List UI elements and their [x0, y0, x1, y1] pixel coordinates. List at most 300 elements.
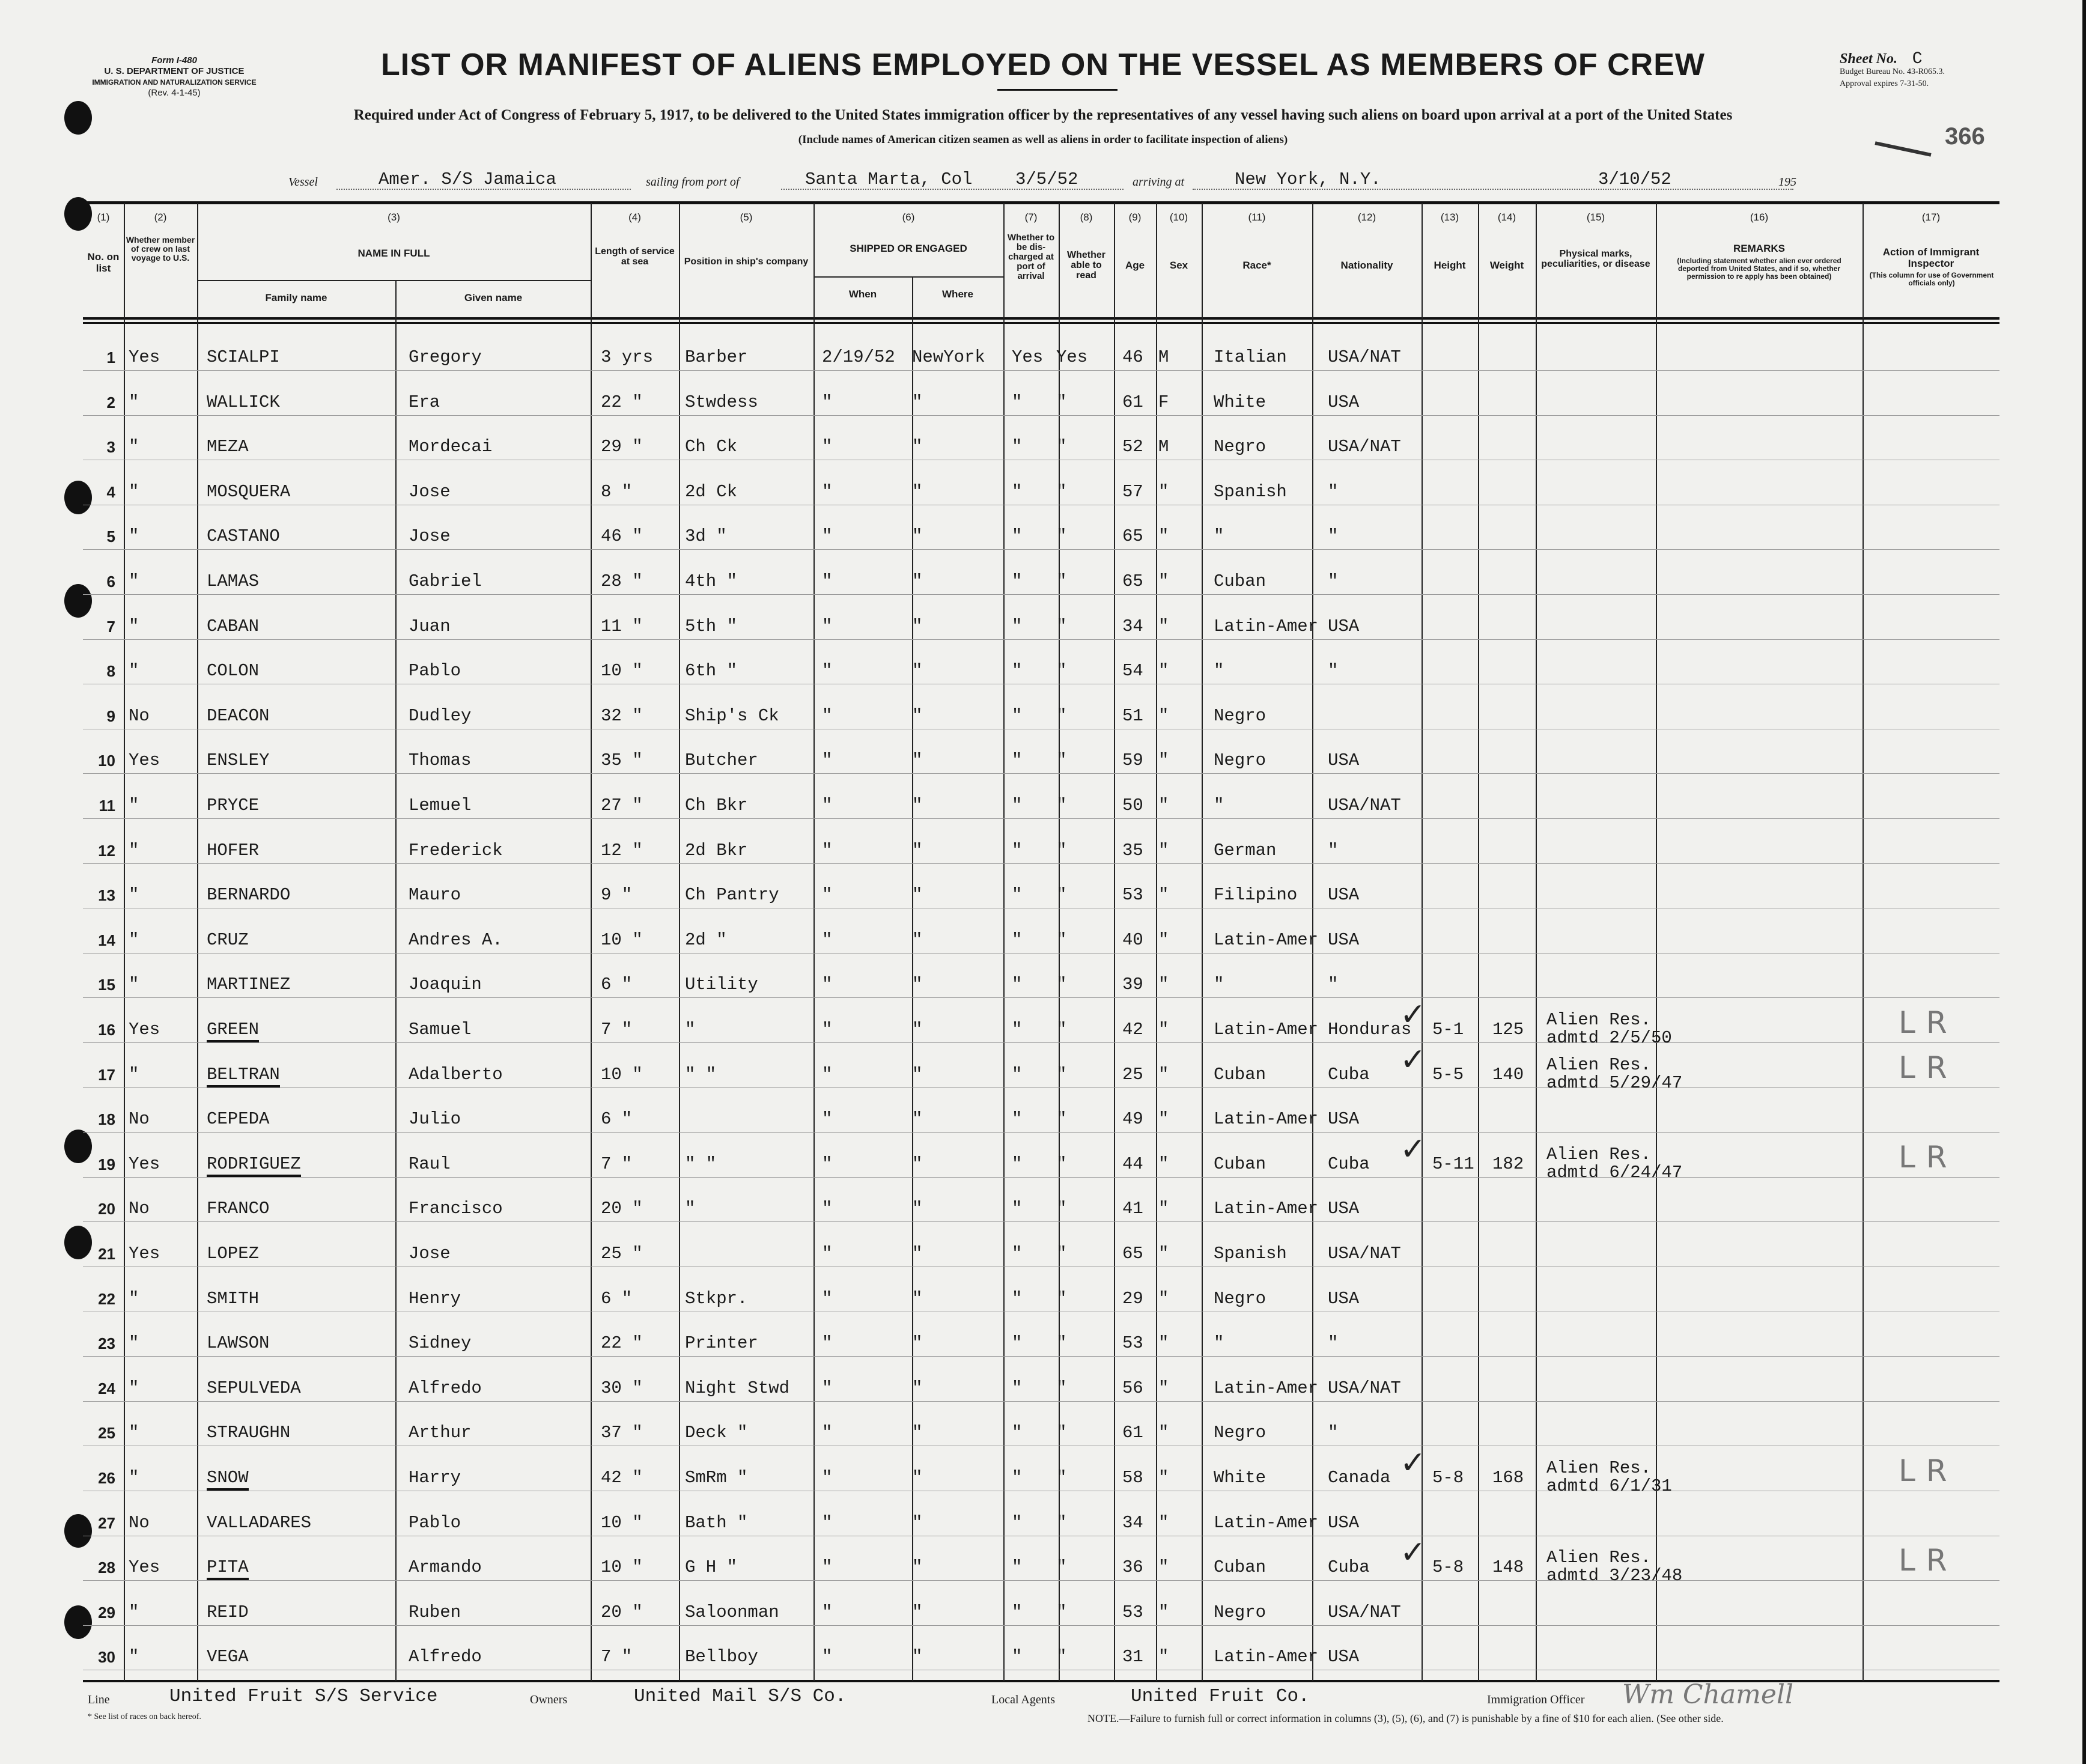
row-divider [83, 1401, 1999, 1402]
race-cell: Negro [1214, 1602, 1266, 1622]
discharged-cell: " [1012, 840, 1023, 860]
col-num-17: (17) [1921, 211, 1941, 223]
nationality-cell: " [1328, 571, 1339, 591]
age-cell: 41 [1122, 1199, 1143, 1219]
race-cell: Latin-Amer [1214, 929, 1319, 950]
service-length-cell: 27 " [601, 795, 643, 815]
col-divider [1862, 203, 1864, 1681]
weight-cell: 148 [1492, 1557, 1524, 1578]
position-cell: Deck " [685, 1423, 748, 1443]
col-num-9: (9) [1128, 211, 1142, 223]
age-cell: 51 [1122, 705, 1143, 726]
last-voyage-cell: Yes [129, 1154, 160, 1174]
service-length-cell: 10 " [601, 1557, 643, 1578]
service-length-cell: 9 " [601, 885, 633, 905]
col-num-1: (1) [97, 211, 110, 223]
weight-cell: 182 [1492, 1154, 1524, 1174]
given-name-cell: Thomas [409, 750, 472, 771]
header-bottom-rule-2 [83, 322, 1999, 324]
age-cell: 65 [1122, 571, 1143, 591]
family-name-cell: SCIALPI [207, 347, 280, 367]
last-voyage-cell: " [129, 1064, 139, 1084]
race-cell: Latin-Amer [1214, 1647, 1319, 1667]
age-cell: 61 [1122, 392, 1143, 412]
row-divider [83, 1221, 1999, 1222]
age-cell: 57 [1122, 481, 1143, 502]
height-cell: 5-8 [1432, 1468, 1464, 1488]
col-num-15: (15) [1586, 211, 1605, 223]
family-name-cell: WALLICK [207, 392, 280, 412]
nationality-cell: USA [1328, 392, 1360, 412]
officer-signature: Wm Chamell [1622, 1679, 1794, 1710]
sheet-label: Sheet No. [1840, 51, 1897, 67]
able-to-read-cell: " [1056, 526, 1067, 547]
given-name-cell: Henry [409, 1288, 461, 1309]
last-voyage-cell: " [129, 885, 139, 905]
shipped-when-cell: " [822, 616, 833, 636]
shipped-where-cell: " [912, 1244, 923, 1264]
sex-cell: " [1158, 1109, 1169, 1130]
height-cell: 5-8 [1432, 1557, 1464, 1578]
age-cell: 39 [1122, 975, 1143, 995]
sex-cell: " [1158, 526, 1169, 547]
family-name-cell: STRAUGHN [207, 1423, 291, 1443]
service-length-cell: 20 " [601, 1602, 643, 1622]
position-cell: Utility [685, 975, 758, 995]
discharged-cell: " [1012, 929, 1023, 950]
row-number-cell: 9 [106, 707, 115, 725]
sex-cell: M [1158, 347, 1169, 367]
able-to-read-cell: " [1056, 1378, 1067, 1398]
race-cell: " [1214, 661, 1224, 681]
able-to-read-cell: " [1056, 616, 1067, 636]
nationality-cell: USA [1328, 1288, 1360, 1309]
row-number-cell: 15 [98, 976, 115, 994]
sex-cell: " [1158, 1244, 1169, 1264]
given-name-cell: Mordecai [409, 437, 493, 457]
col-header-shipped: SHIPPED OR ENGAGED [850, 243, 967, 254]
age-cell: 54 [1122, 661, 1143, 681]
age-cell: 61 [1122, 1423, 1143, 1443]
discharged-cell: " [1012, 1199, 1023, 1219]
given-name-cell: Pablo [409, 661, 461, 681]
checkmark-icon: ✓ [1400, 1445, 1426, 1481]
age-cell: 34 [1122, 1512, 1143, 1533]
shipped-where-cell: " [912, 795, 923, 815]
race-cell: " [1214, 795, 1224, 815]
age-cell: 35 [1122, 840, 1143, 860]
row-number-cell: 27 [98, 1513, 115, 1532]
able-to-read-cell: " [1056, 481, 1067, 502]
shipped-when-cell: " [822, 1244, 833, 1264]
col-header-race: Race* [1242, 260, 1271, 271]
row-number-cell: 23 [98, 1334, 115, 1353]
given-name-cell: Gabriel [409, 571, 482, 591]
row-divider [83, 1042, 1999, 1043]
row-number-cell: 2 [106, 393, 115, 412]
col-divider [591, 203, 592, 1681]
shipped-where-cell: " [912, 975, 923, 995]
col-num-2: (2) [154, 211, 167, 223]
inspector-lr-mark: LR [1899, 1453, 1958, 1488]
checkmark-icon: ✓ [1400, 1534, 1426, 1571]
checkmark-icon: ✓ [1400, 1131, 1426, 1167]
col-num-13: (13) [1440, 211, 1459, 223]
races-note: * See list of races on back hereof. [88, 1712, 201, 1721]
form-service: IMMIGRATION AND NATURALIZATION SERVICE [92, 78, 257, 87]
physical-marks-cell: Alien Res. [1546, 1054, 1652, 1075]
col-divider [813, 203, 815, 1681]
shipped-when-cell: " [822, 885, 833, 905]
position-cell: Ch Ck [685, 437, 738, 457]
shipped-when-cell: " [822, 929, 833, 950]
age-cell: 34 [1122, 616, 1143, 636]
sailing-date: 3/5/52 [1015, 169, 1078, 189]
given-name-cell: Lemuel [409, 795, 472, 815]
position-cell: " " [685, 1154, 717, 1174]
able-to-read-cell: " [1056, 1244, 1067, 1264]
name-subheader-line [197, 280, 591, 281]
col-divider [1478, 203, 1479, 1681]
position-cell: 2d Ck [685, 481, 738, 502]
col-header-height: Height [1434, 260, 1466, 271]
family-name-cell: COLON [207, 661, 260, 681]
nationality-cell: Canada [1328, 1468, 1391, 1488]
service-length-cell: 42 " [601, 1468, 643, 1488]
given-name-cell: Francisco [409, 1199, 503, 1219]
col-num-8: (8) [1080, 211, 1093, 223]
discharged-cell: " [1012, 571, 1023, 591]
position-cell: Saloonman [685, 1602, 779, 1622]
given-name-cell: Jose [409, 526, 451, 547]
age-cell: 44 [1122, 1154, 1143, 1174]
able-to-read-cell: " [1056, 1602, 1067, 1622]
shipped-when-cell: " [822, 1154, 833, 1174]
shipped-where-cell: " [912, 1288, 923, 1309]
approval-expires: Approval expires 7-31-50. [1840, 79, 1929, 88]
shipped-when-cell: " [822, 1199, 833, 1219]
shipped-where-cell: " [912, 1512, 923, 1533]
family-name-cell: CEPEDA [207, 1109, 270, 1130]
able-to-read-cell: " [1056, 437, 1067, 457]
row-number-cell: 20 [98, 1200, 115, 1218]
sex-cell: " [1158, 975, 1169, 995]
sex-cell: " [1158, 1512, 1169, 1533]
race-cell: Negro [1214, 1423, 1266, 1443]
shipped-where-cell: " [912, 526, 923, 547]
last-voyage-cell: " [129, 1288, 139, 1309]
given-name-cell: Dudley [409, 705, 472, 726]
discharged-cell: " [1012, 437, 1023, 457]
shipped-when-cell: " [822, 1333, 833, 1354]
form-rev: (Rev. 4-1-45) [148, 88, 201, 98]
age-cell: 40 [1122, 929, 1143, 950]
shipped-when-cell: " [822, 1468, 833, 1488]
given-name-cell: Andres A. [409, 929, 503, 950]
row-divider [83, 863, 1999, 864]
sex-cell: " [1158, 1378, 1169, 1398]
given-name-cell: Adalberto [409, 1064, 503, 1084]
age-cell: 49 [1122, 1109, 1143, 1130]
year-label: 195 [1778, 175, 1796, 189]
sex-cell: " [1158, 1557, 1169, 1578]
last-voyage-cell: No [129, 1109, 150, 1130]
discharged-cell: " [1012, 750, 1023, 771]
age-cell: 31 [1122, 1647, 1143, 1667]
shipped-where-cell: " [912, 571, 923, 591]
discharged-cell: " [1012, 1288, 1023, 1309]
shipped-when-cell: " [822, 661, 833, 681]
position-cell: Ch Bkr [685, 795, 748, 815]
service-length-cell: 10 " [601, 1064, 643, 1084]
discharged-cell: " [1012, 1154, 1023, 1174]
row-number-cell: 16 [98, 1021, 115, 1039]
arriving-label: arriving at [1133, 175, 1185, 189]
able-to-read-cell: " [1056, 1020, 1067, 1039]
budget-bureau: Budget Bureau No. 43-R065.3. [1840, 67, 1945, 76]
able-to-read-cell: " [1056, 1333, 1067, 1354]
family-name-cell: REID [207, 1602, 249, 1622]
discharged-cell: " [1012, 616, 1023, 636]
col-header-action-note: (This column for use of Government officials only) [1869, 271, 1994, 287]
title-underline [997, 89, 1118, 91]
nationality-cell: " [1328, 1333, 1339, 1354]
given-name-cell: Juan [409, 616, 451, 636]
given-name-cell: Pablo [409, 1512, 461, 1533]
last-voyage-cell: " [129, 1602, 139, 1622]
service-length-cell: 3 yrs [601, 347, 654, 367]
age-cell: 29 [1122, 1288, 1143, 1309]
shipped-when-cell: " [822, 1020, 833, 1039]
service-length-cell: 22 " [601, 392, 643, 412]
row-number-cell: 12 [98, 841, 115, 860]
able-to-read-cell: " [1056, 885, 1067, 905]
age-cell: 50 [1122, 795, 1143, 815]
col-num-6: (6) [902, 211, 915, 223]
service-length-cell: 29 " [601, 437, 643, 457]
sex-cell: " [1158, 750, 1169, 771]
race-cell: Spanish [1214, 481, 1287, 502]
able-to-read-cell: " [1056, 571, 1067, 591]
last-voyage-cell: " [129, 526, 139, 547]
nationality-cell: " [1328, 526, 1339, 547]
race-cell: Negro [1214, 750, 1266, 771]
remarks-cell: admtd 6/1/31 [1546, 1476, 1672, 1496]
race-cell: Negro [1214, 705, 1266, 726]
family-name-cell: CRUZ [207, 929, 249, 950]
inspector-lr-mark: LR [1899, 1139, 1958, 1175]
col-divider [124, 203, 125, 1681]
service-length-cell: 8 " [601, 481, 633, 502]
col-header-age: Age [1125, 260, 1145, 271]
position-cell: Bath " [685, 1512, 748, 1533]
family-name-cell: VALLADARES [207, 1512, 312, 1533]
row-number-cell: 18 [98, 1110, 115, 1129]
last-voyage-cell: " [129, 616, 139, 636]
row-divider [83, 1580, 1999, 1581]
nationality-cell: USA/NAT [1328, 795, 1401, 815]
sex-cell: " [1158, 1602, 1169, 1622]
page-subtitle: Required under Act of Congress of February 5, 1917, to be delivered to the United States immigration officer by the representatives of any vessel having such aliens on board upon arrival at a port of the United States [353, 107, 1733, 123]
last-voyage-cell: " [129, 1423, 139, 1443]
position-cell: " [685, 1199, 696, 1219]
given-name-cell: Era [409, 392, 440, 412]
race-cell: Spanish [1214, 1244, 1287, 1264]
able-to-read-cell: " [1056, 1154, 1067, 1174]
service-length-cell: 37 " [601, 1423, 643, 1443]
row-number-cell: 26 [98, 1469, 115, 1487]
row-number-cell: 6 [106, 573, 115, 591]
shipped-where-cell: " [912, 437, 923, 457]
family-name-cell: BELTRAN [207, 1065, 280, 1087]
position-cell: 2d " [685, 929, 727, 950]
shipped-where-cell: " [912, 750, 923, 771]
service-length-cell: 11 " [601, 616, 643, 636]
shipped-where-cell: " [912, 616, 923, 636]
shipped-when-cell: " [822, 975, 833, 995]
position-cell: Stwdess [685, 392, 758, 412]
sex-cell: " [1158, 1154, 1169, 1174]
shipped-subheader-line [813, 276, 1003, 278]
row-divider [83, 1177, 1999, 1178]
nationality-cell: USA [1328, 1109, 1360, 1130]
discharged-cell: " [1012, 1468, 1023, 1488]
discharged-cell: " [1012, 795, 1023, 815]
col-divider [1003, 203, 1005, 1681]
race-cell: Italian [1214, 347, 1287, 367]
able-to-read-cell: " [1056, 1557, 1067, 1578]
given-name-cell: Alfredo [409, 1647, 482, 1667]
race-cell: Cuban [1214, 1557, 1266, 1578]
nationality-cell: USA [1328, 1512, 1360, 1533]
last-voyage-cell: No [129, 1512, 150, 1533]
col-header-read: Whether able to read [1067, 250, 1105, 281]
shipped-when-cell: " [822, 392, 833, 412]
family-name-cell: SMITH [207, 1288, 260, 1309]
row-divider [83, 773, 1999, 774]
able-to-read-cell: " [1056, 705, 1067, 726]
row-number-cell: 30 [98, 1648, 115, 1667]
shipped-when-cell: 2/19/52 [822, 347, 895, 367]
row-divider [83, 997, 1999, 998]
header-top-rule [83, 201, 1999, 204]
row-number-cell: 5 [106, 528, 115, 546]
col-header-given: Given name [464, 292, 523, 303]
service-length-cell: 10 " [601, 661, 643, 681]
service-length-cell: 12 " [601, 840, 643, 860]
service-length-cell: 35 " [601, 750, 643, 771]
nationality-cell: Cuba [1328, 1154, 1370, 1174]
col-header-sex: Sex [1169, 260, 1188, 271]
shipped-where-cell: " [912, 705, 923, 726]
sailing-label: sailing from port of [646, 175, 740, 189]
col-num-7: (7) [1024, 211, 1038, 223]
discharged-cell: " [1012, 1109, 1023, 1130]
last-voyage-cell: Yes [129, 347, 160, 367]
shipped-where-cell: " [912, 661, 923, 681]
service-length-cell: 28 " [601, 571, 643, 591]
service-length-cell: 6 " [601, 1288, 633, 1309]
form-number: Form I-480 [151, 55, 197, 65]
race-cell: Latin-Amer [1214, 1199, 1319, 1219]
position-cell: Bellboy [685, 1647, 758, 1667]
col-header-physical-marks: Physical marks, peculiarities, or disease [1541, 249, 1650, 269]
remarks-cell: admtd 6/24/47 [1546, 1162, 1683, 1182]
family-name-cell: LAWSON [207, 1333, 270, 1354]
shipped-where-cell: " [912, 840, 923, 860]
race-cell: Latin-Amer [1214, 1512, 1319, 1533]
last-voyage-cell: " [129, 392, 139, 412]
col-num-16: (16) [1750, 211, 1769, 223]
row-number-cell: 14 [98, 931, 115, 949]
penalty-note: NOTE.—Failure to furnish full or correct information in columns (3), (5), (6), and (7) is punishable by a fine of $10 for each alien. (See other side. [1087, 1712, 1724, 1724]
physical-marks-cell: Alien Res. [1546, 1548, 1652, 1568]
form-dept: U. S. DEPARTMENT OF JUSTICE [104, 66, 245, 76]
sex-cell: " [1158, 1647, 1169, 1667]
last-voyage-cell: " [129, 1647, 139, 1667]
row-number-cell: 17 [98, 1065, 115, 1084]
arrival-date: 3/10/52 [1598, 169, 1671, 189]
page-subtitle-note: (Include names of American citizen seamen as well as aliens in order to facilitate inspection of aliens) [798, 133, 1288, 146]
family-name-cell: PRYCE [207, 795, 260, 815]
discharged-cell: " [1012, 1378, 1023, 1398]
position-cell: SmRm " [685, 1468, 748, 1488]
service-length-cell: 32 " [601, 705, 643, 726]
shipped-when-cell: " [822, 1647, 833, 1667]
owners-label: Owners [530, 1693, 568, 1706]
line-value: United Fruit S/S Service [169, 1686, 438, 1707]
age-cell: 56 [1122, 1378, 1143, 1398]
row-number-cell: 29 [98, 1603, 115, 1622]
last-voyage-cell: " [129, 1468, 139, 1488]
given-name-cell: Sidney [409, 1333, 472, 1354]
shipped-where-cell: " [912, 1647, 923, 1667]
service-length-cell: 22 " [601, 1333, 643, 1354]
discharged-cell: " [1012, 1244, 1023, 1264]
family-name-cell: CABAN [207, 616, 260, 636]
header-bottom-rule [83, 317, 1999, 320]
col-num-11: (11) [1248, 211, 1266, 223]
sex-cell: " [1158, 1333, 1169, 1354]
nationality-cell: USA/NAT [1328, 437, 1401, 457]
shipped-where-cell: " [912, 1333, 923, 1354]
shipped-when-cell: " [822, 437, 833, 457]
race-cell: Cuban [1214, 1154, 1266, 1174]
able-to-read-cell: " [1056, 1199, 1067, 1219]
sex-cell: " [1158, 1288, 1169, 1309]
row-divider [83, 1625, 1999, 1626]
shipped-where-cell: " [912, 392, 923, 412]
shipped-where-cell: " [912, 885, 923, 905]
race-cell: " [1214, 1333, 1224, 1354]
position-cell: 6th " [685, 661, 738, 681]
position-cell: 5th " [685, 616, 738, 636]
page-title: LIST OR MANIFEST OF ALIENS EMPLOYED ON THE VESSEL AS MEMBERS OF CREW [381, 47, 1705, 82]
nationality-cell: USA/NAT [1328, 1244, 1401, 1264]
sheet-value: C [1912, 50, 1923, 68]
race-cell: Negro [1214, 437, 1266, 457]
shipped-when-cell: " [822, 795, 833, 815]
race-cell: " [1214, 975, 1224, 995]
given-name-cell: Raul [409, 1154, 451, 1174]
nationality-cell: USA [1328, 929, 1360, 950]
inspector-lr-mark: LR [1899, 1050, 1958, 1085]
last-voyage-cell: No [129, 705, 150, 726]
family-name-cell: GREEN [207, 1020, 259, 1042]
col-divider [1202, 203, 1203, 1681]
last-voyage-cell: " [129, 481, 139, 502]
family-name-cell: MARTINEZ [207, 975, 291, 995]
